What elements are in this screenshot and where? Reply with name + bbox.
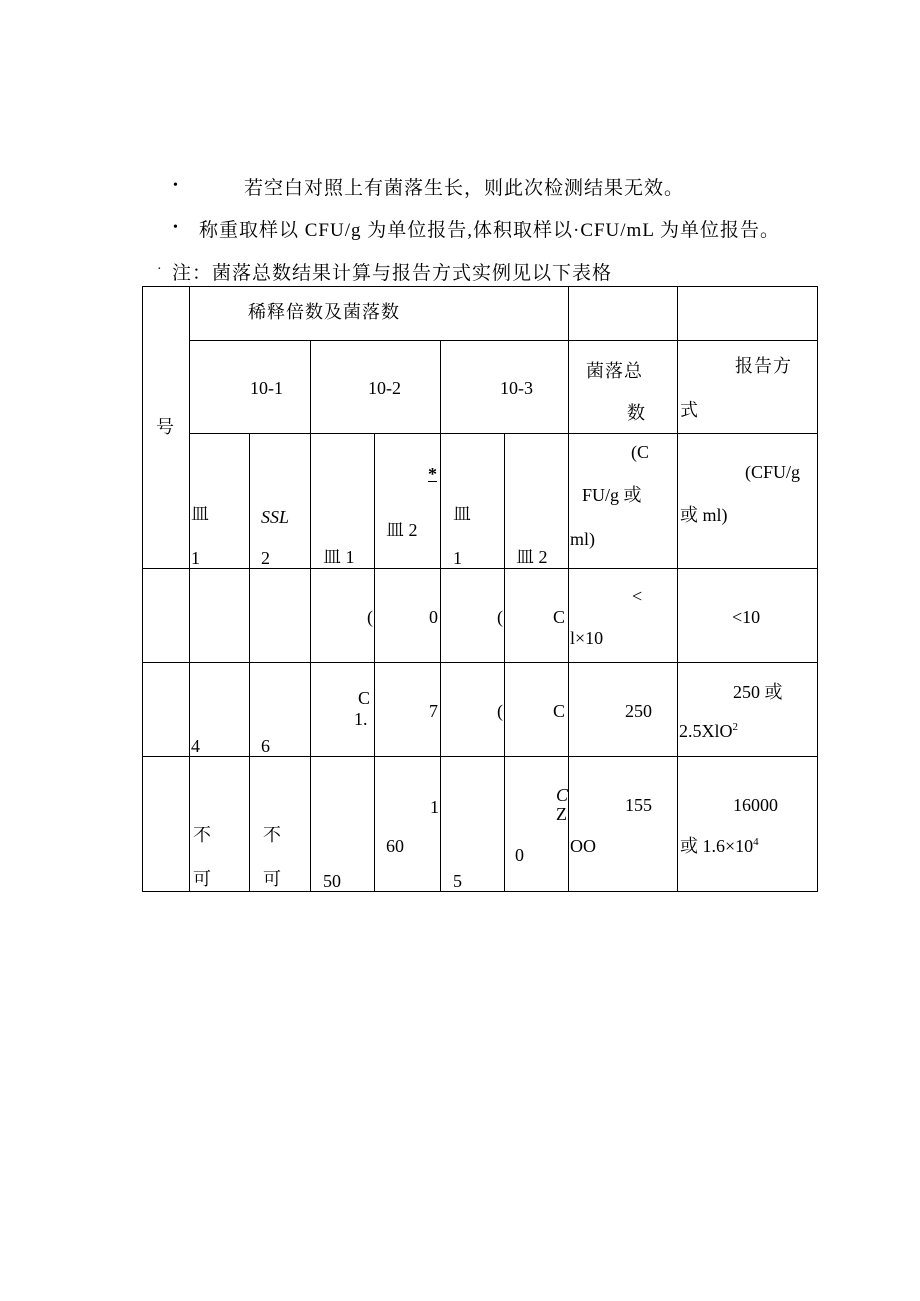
table-cell: C [556,785,569,805]
table-cell: 7 [429,701,438,721]
header-report: 式 [680,400,698,420]
header-dilution-3: 10-3 [500,378,533,398]
table-rule [677,286,678,892]
table-cell: 不 [263,825,281,845]
table-rule [142,286,818,287]
header-report: 报告方 [735,356,792,376]
header-unit-report: (CFU/g [745,462,801,482]
table-cell: 0 [515,845,524,865]
table-rule [142,756,818,757]
header-asterisk: * [428,464,437,484]
table-cell: C [553,701,566,721]
table-cell: ( [497,607,503,627]
header-total: 数 [627,403,645,423]
header-dilution-1: 10-1 [250,378,283,398]
header-dilution-2: 10-2 [368,378,401,398]
table-cell: < [632,586,643,606]
table-cell: 0 [429,607,438,627]
table-cell: C [358,688,371,708]
table-cell: C [553,607,566,627]
table-rule [189,286,190,892]
header-dilution-title: 稀释倍数及菌落数 [248,302,400,322]
table-cell: 250 [625,701,652,721]
note-line-1: 若空白对照上有菌落生长，则此次检测结果无效。 [244,178,685,199]
table-rule [189,340,818,341]
table-cell: 5 [453,871,462,891]
table-cell: 1 [430,797,439,817]
header-unit-total: ml) [570,529,595,549]
table-cell: OO [570,836,596,856]
table-cell: 不 [193,825,211,845]
note-line-3: 注：菌落总数结果计算与报告方式实例见以下表格 [172,263,613,284]
table-cell: 155 [625,795,652,815]
header-plate: 皿 1 [323,547,355,567]
table-cell: 或 $1.6\times 10^4$ [680,836,759,856]
table-rule [142,891,818,892]
header-plate: 1 [453,548,462,568]
table-cell: Z [556,804,567,824]
header-total: 菌落总 [586,361,643,381]
header-unit-total: FU/g 或 [582,485,642,505]
table-rule [249,433,250,892]
table-cell: 16000 [733,795,778,815]
header-unit-report: 或 ml) [680,505,728,525]
table-rule [817,286,818,892]
header-plate: 皿 [453,504,471,524]
table-cell: 6 [261,736,270,756]
table-rule [374,433,375,892]
header-plate: 皿 2 [386,520,418,540]
table-rule [142,662,818,663]
table-rule [440,340,441,892]
bullet: · [157,262,162,277]
table-cell: l×10 [570,628,604,648]
header-plate: SSL [261,507,290,527]
table-rule [142,568,818,569]
table-rule [504,433,505,892]
table-rule [310,340,311,892]
header-plate: 皿 [191,504,209,524]
table-cell: 可 [263,869,281,889]
table-cell: 250 或 [733,682,783,702]
bullet: • [173,178,178,193]
header-number: 号 [156,417,174,437]
table-cell: 60 [386,836,404,856]
table-cell: <10 [732,607,761,627]
table-rule [142,286,143,892]
header-plate: 皿 2 [516,547,548,567]
note-line-2: 称重取样以 CFU/g 为单位报告,体积取样以·CFU/mL 为单位报告。 [199,220,780,241]
table-cell: ( [497,701,503,721]
table-cell: 2.5XlO$^2$ [679,721,738,741]
table-cell: 50 [323,871,341,891]
bullet: • [173,220,178,235]
table-cell: 可 [193,869,211,889]
table-cell: 1. [354,709,368,729]
header-plate: 2 [261,548,270,568]
header-unit-total: (C [631,442,649,462]
table-cell: 4 [191,736,200,756]
header-plate: 1 [191,548,200,568]
table-rule [568,286,569,892]
table-cell: ( [367,607,373,627]
